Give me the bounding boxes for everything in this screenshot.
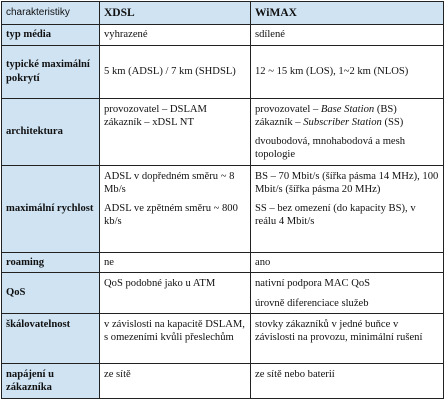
header-xdsl-cell: XDSL <box>100 2 251 25</box>
wimax-cell <box>251 165 444 252</box>
wimax-cell: sdílené <box>251 25 444 45</box>
comparison-page <box>0 1 444 401</box>
text-span: provozovatel – <box>255 103 321 115</box>
table-row-scalability <box>2 313 444 364</box>
table-row-qos <box>2 273 444 313</box>
row-label: škálovatelnost <box>2 313 100 364</box>
xdsl-cell: QoS podobné jako u ATM <box>100 273 251 313</box>
table-row-architecture <box>2 98 444 165</box>
xdsl-cell: vyhrazené <box>100 25 251 45</box>
text-span: zákazník – <box>255 116 304 128</box>
row-label: typické maximální pokrytí <box>2 45 100 98</box>
row-label: architektura <box>2 98 100 165</box>
xdsl-cell: 5 km (ADSL) / 7 km (SHDSL) <box>100 45 251 98</box>
wimax-cell: 12 ~ 15 km (LOS), 1~2 km (NLOS) <box>251 45 444 98</box>
wimax-cell <box>251 98 444 165</box>
xdsl-cell <box>100 165 251 252</box>
table-row-roaming <box>2 253 444 273</box>
xdsl-speed-paragraph: ADSL v dopředném směru ~ 8 Mb/s <box>104 170 235 195</box>
row-label: maximální rychlost <box>2 165 100 252</box>
row-label: napájení u zákazníka <box>2 364 100 399</box>
header-feature-cell: charakteristiky <box>2 2 100 25</box>
comparison-table <box>1 1 444 399</box>
row-label: roaming <box>2 253 100 273</box>
xdsl-cell: ze sítě <box>100 364 251 399</box>
wimax-cell: stovky zákazníků v jedné buňce v závislosti na provozu, minimální rušení <box>251 313 444 364</box>
wimax-speed-paragraph: BS – 70 Mbit/s (šířka pásma 14 MHz), 100 Mbit/s (šířka pásma 20 MHz) <box>255 170 439 195</box>
term-subscriber-station: Subscriber Station <box>303 116 382 128</box>
wimax-cell: ano <box>251 253 444 273</box>
row-label: QoS <box>2 273 100 313</box>
wimax-qos-line: nativní podpora MAC QoS <box>255 278 371 290</box>
wimax-architecture-line <box>255 116 439 129</box>
xdsl-cell <box>100 98 251 165</box>
xdsl-speed-paragraph: ADSL ve zpětném směru ~ 800 kb/s <box>104 203 238 228</box>
table-header-row <box>2 2 444 25</box>
text-span: (SS) <box>381 116 404 128</box>
table-row-power <box>2 364 444 399</box>
xdsl-cell: ne <box>100 253 251 273</box>
wimax-cell <box>251 273 444 313</box>
table-row-media-type <box>2 25 444 45</box>
xdsl-cell: v závislosti na kapacitě DSLAM, s omezeními kvůli přeslechům <box>100 313 251 364</box>
wimax-cell: ze sítě nebo baterií <box>251 364 444 399</box>
text-span: (BS) <box>374 103 397 115</box>
wimax-speed-paragraph: SS – bez omezení (do kapacity BS), v reálu 4 Mbit/s <box>255 203 416 228</box>
table-row-coverage <box>2 45 444 98</box>
wimax-architecture-line <box>255 103 439 116</box>
wimax-qos-line: úrovně diferenciace služeb <box>255 297 369 309</box>
wimax-topology-line: dvoubodová, mnohabodová a mesh topologie <box>255 136 406 161</box>
term-base-station: Base Station <box>320 103 375 115</box>
table-row-max-speed <box>2 165 444 252</box>
xdsl-architecture-line: provozovatel – DSLAM <box>104 103 207 115</box>
header-wimax-cell: WiMAX <box>251 2 444 25</box>
xdsl-architecture-line: zákazník – xDSL NT <box>104 116 194 128</box>
row-label: typ média <box>2 25 100 45</box>
